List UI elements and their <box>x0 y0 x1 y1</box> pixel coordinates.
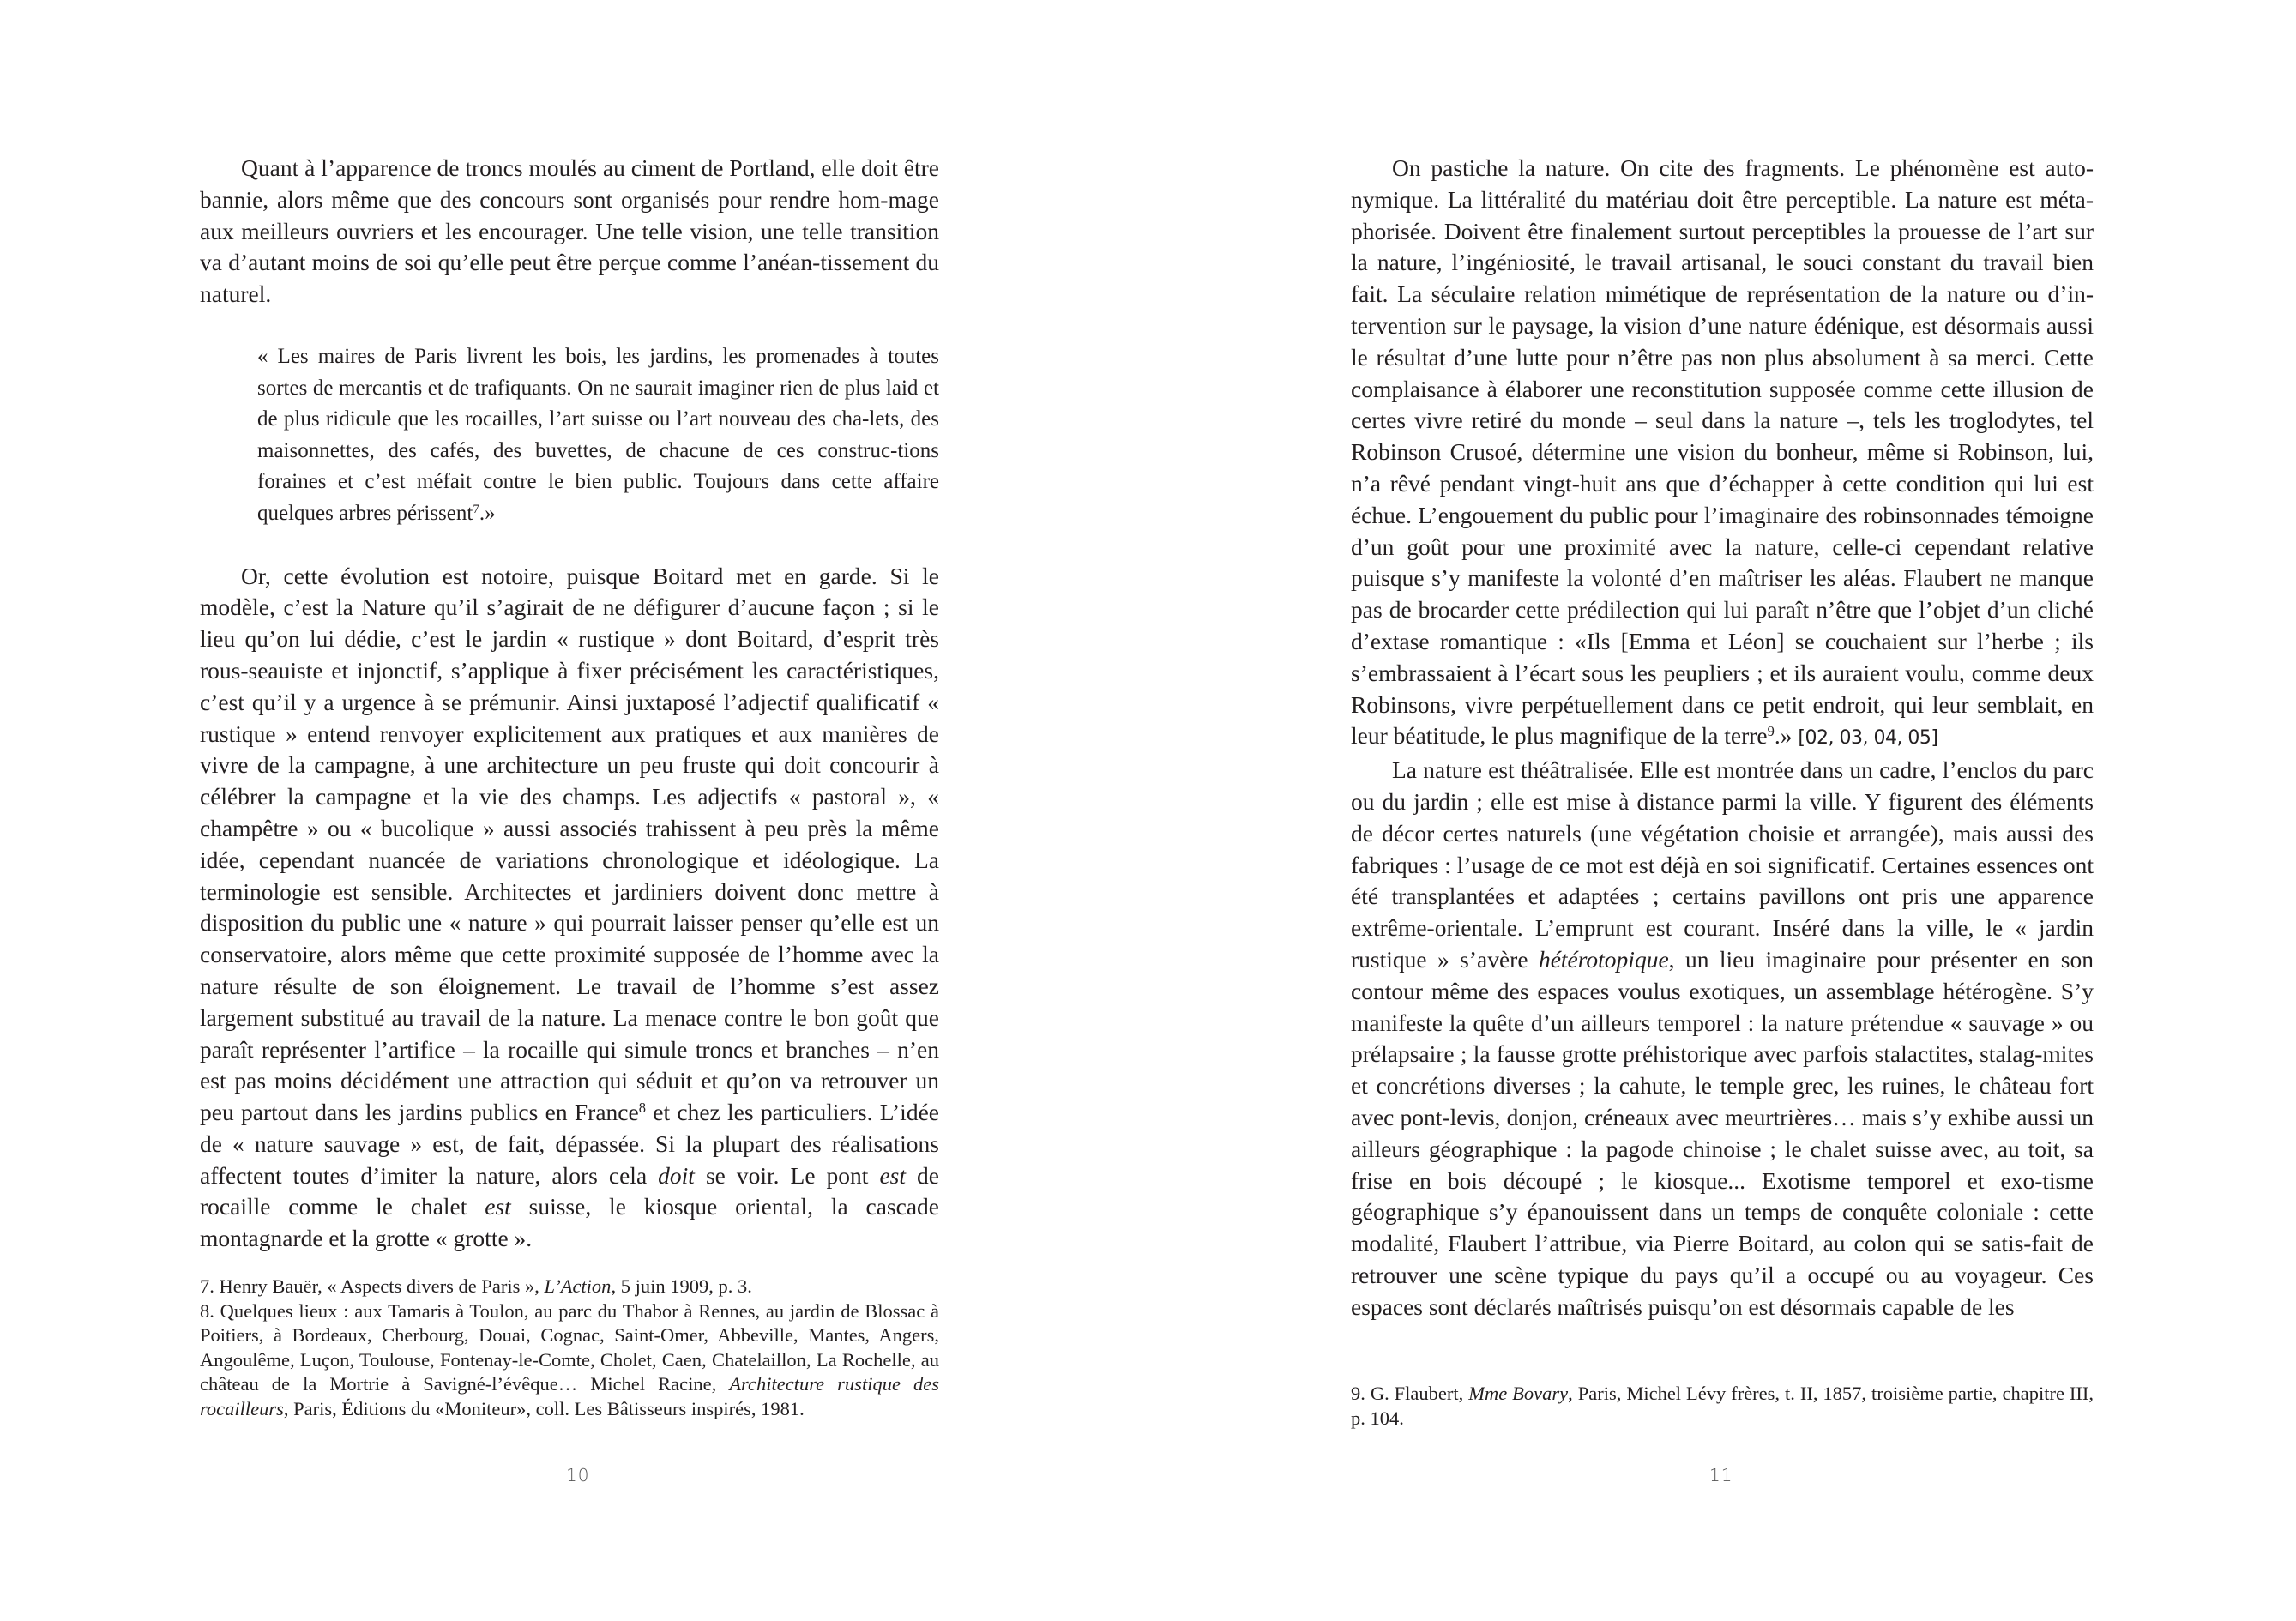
left-page-body <box>200 153 939 1255</box>
emphasis-est: est <box>485 1193 511 1220</box>
blockquote-closing: .» <box>479 501 496 525</box>
paragraph-boitard <box>200 561 939 1256</box>
paragraph-text: La nature est théâtralisée. Elle est montrée dans un cadre, l’enclos du parc ou du jardin ; elle est mise à distance parmi la ville. Y figurent des éléments de décor certes naturels (une végétation choisie et arrangée), mais aussi des fabriques : l’usage de ce mot est déjà en soi significatif. Certaines essences ont été transplantées et adaptées ; certains pavillons ont pris une apparence extrême-orientale. L’emprunt est courant. Inséré dans la ville, le « jardin rustique » s’avère <box>1351 756 2094 973</box>
footnote-text: Quelques lieux : aux Tamaris à Toulon, au parc du Thabor à Rennes, au jardin de Blossac à Poitiers, à Bordeaux, Cherbourg, Douai, Cognac, Saint-Omer, Abbeville, Mantes, Angers, Angoulême, Luçon, Toulouse, Fontenay-le-Comte, Cholet, Caen, Chatelaillon, La Rochelle, au château de la Mortrie à Savigné-l’évêque… Michel Racine, <box>200 1299 939 1395</box>
blockquote-bauer <box>257 341 939 530</box>
footnote-text: G. Flaubert, <box>1365 1383 1469 1404</box>
figure-references[interactable]: [02, 03, 04, 05] <box>1798 727 1938 750</box>
footnote-ref-9[interactable]: 9 <box>1767 723 1775 740</box>
footnotes-right <box>1351 1382 2094 1431</box>
emphasis-est: est <box>879 1161 907 1189</box>
footnote-title: Architecture rustique des rocailleurs <box>200 1373 940 1419</box>
footnote-9 <box>1351 1382 2094 1431</box>
footnote-number: 8. <box>200 1299 214 1322</box>
paragraph-text: suisse, le kiosque oriental, la cascade montagnarde et la grotte « grotte ». <box>200 1193 939 1252</box>
right-page-body <box>1351 153 2094 1323</box>
footnote-title: L’Action <box>544 1275 612 1297</box>
footnote-text: , Paris, Michel Lévy frères, t. II, 1857, troisième partie, chapitre III, p. 104. <box>1351 1383 2094 1429</box>
paragraph-text: de rocaille comme le chalet <box>200 1161 939 1220</box>
footnote-ref-8[interactable]: 8 <box>638 1100 646 1117</box>
blockquote-body: « Les maires de Paris livrent les bois, les jardins, les promenades à toutes sortes de mercantis et de trafiquants. On ne saurait imaginer rien de plus laid et de plus ridicule que les rocailles, l’art suisse ou l’art nouveau des cha-lets, des maisonnettes, des cafés, des buvettes, de chacune de ces construc-tions foraines et c’est méfait contre le bien public. Toujours dans cette affaire quelques arbres périssent <box>257 344 939 525</box>
paragraph-text: Or, cette évolution est notoire, puisque Boitard met en garde. Si le modèle, c’est la Nature qu’il s’agirait de ne défigurer d’aucune façon ; si le lieu qu’on lui dédie, c’est le jardin « rustique » dont Boitard, d’esprit très rous-seauiste et injonctif, s’applique à fixer précisément les caractéristiques, c’est qu’il y a urgence à se prémunir. Ainsi juxtaposé l’adjectif qualificatif « rustique » entend renvoyer explicitement aux pratiques et aux manières de vivre de la campagne, à une architecture un peu fruste qui doit concourir à célébrer la campagne et la vie des champs. Les adjectifs « pastoral », « champêtre » ou « bucolique » aussi associés trahissent à peu près la même idée, cependant nuancée de variations chronologique et idéologique. La terminologie est sensible. Architectes et jardiniers doivent donc mettre à disposition du public une « nature » qui pourrait laisser penser qu’elle est un conservatoire, alors même que cette proximité supposée de l’homme avec la nature résulte de son éloignement. Le travail de l’homme s’est assez largement substitué au travail de la nature. La menace contre le bon goût que paraît représenter l’artifice – la rocaille qui simule troncs et branches – n’en est pas moins décidément une attraction qui séduit et qu’on va retrouver un peu partout dans les jardins publics en France <box>200 562 939 1126</box>
right-page <box>1148 0 2296 1621</box>
footnotes-left <box>200 1275 939 1422</box>
footnote-text: , 5 juin 1909, p. 3. <box>611 1275 752 1297</box>
footnote-text: Henry Bauër, « Aspects divers de Paris », <box>214 1275 545 1297</box>
footnote-text: , Paris, Éditions du «Moniteur», coll. Les Bâtisseurs inspirés, 1981. <box>283 1397 805 1419</box>
footnote-number: 7. <box>200 1275 214 1297</box>
emphasis-heterotopique: hétérotopique <box>1538 945 1669 973</box>
paragraph-portland: Quant à l’apparence de troncs moulés au ciment de Portland, elle doit être bannie, alors même que des concours sont organisés pour rendre hom-mage aux meilleurs ouvriers et les encourager. Une telle vision, une telle transition va d’autant moins de soi qu’elle peut être perçue comme l’anéan-tissement du naturel. <box>200 154 939 308</box>
emphasis-doit: doit <box>658 1161 695 1189</box>
paragraph-text: On pastiche la nature. On cite des fragments. Le phénomène est auto-nymique. La littéralité du matériau doit être perceptible. La nature est méta-phorisée. Doivent être finalement surtout perceptibles la prouesse de l’art sur la nature, l’ingéniosité, le travail artisanal, le souci constant du travail bien fait. La séculaire relation mimétique de représentation de la nature ou d’in-tervention sur le paysage, la vision d’une nature édénique, est désormais aussi le résultat d’une lutte pour n’être pas non plus absolument à sa merci. Cette complaisance à élaborer une reconstitution supposée comme cette illusion de certes vivre retiré du monde – seul dans la nature –, tels les troglodytes, tel Robinson Crusoé, détermine une vision du bonheur, même si Robinson, lui, n’a rêvé pendant vingt-huit ans que d’échapper à cette condition qui lui est échue. L’engouement du public pour l’imaginaire des robinsonnades témoigne d’un goût pour une proximité avec la nature, celle-ci cependant relative puisque s’y manifeste la volonté d’en maîtriser les aléas. Flaubert ne manque pas de brocarder cette prédilection qui lui paraît n’être que l’objet d’un cliché d’extase romantique : «Ils [Emma et Léon] se couchaient sur l’herbe ; ils s’embrassaient à l’écart sous les peupliers ; et ils auraient voulu, comme deux Robinsons, vivre perpétuellement dans ce petit endroit, qui leur semblait, en leur béatitude, le plus magnifique de la terre <box>1351 154 2094 750</box>
page-number-left: 10 <box>566 1465 590 1485</box>
footnote-ref-7[interactable]: 7 <box>473 502 479 516</box>
paragraph-text: se voir. Le pont <box>694 1161 880 1189</box>
footnote-number: 9. <box>1351 1383 1365 1404</box>
paragraph-theatralisee <box>1351 755 2094 1323</box>
quote-closing: .» <box>1774 722 1799 750</box>
paragraph-text: , un lieu imaginaire pour présenter en son contour même des espaces voulus exotiques, un assemblage hétérogène. S’y manifeste la quête d’un ailleurs temporel : la nature prétendue « sauvage » ou prélapsaire ; la fausse grotte préhistorique avec parfois stalactites, stalag-mites et concrétions diverses ; la cahute, le temple grec, les ruines, le château fort avec pont-levis, donjon, créneaux avec meurtrières… mais s’y exhibe aussi un ailleurs géographique : la pagode chinoise ; le chalet suisse avec, au toit, sa frise en bois découpé ; le kiosque... Exotisme temporel et exo-tisme géographique s’y épanouissent dans un temps de conquête coloniale : cette modalité, Flaubert l’attribue, via Pierre Boitard, au colon qui se satis-fait de retrouver une scène typique du pays qu’il a occupé ou au voyageur. Ces espaces sont déclarés maîtrisés puisqu’on est désormais capable de les <box>1351 945 2094 1320</box>
paragraph-pastiche <box>1351 153 2094 755</box>
paragraph-text: et chez les particuliers. L’idée de « nature sauvage » est, de fait, dépassée. Si la plupart des réalisations affectent toutes d’imiter la nature, alors cela <box>200 1099 939 1189</box>
footnote-8 <box>200 1299 939 1422</box>
footnote-7 <box>200 1275 939 1299</box>
page-number-right: 11 <box>1709 1465 1733 1485</box>
footnote-title: Mme Bovary <box>1468 1383 1569 1404</box>
blockquote-text <box>257 341 939 530</box>
